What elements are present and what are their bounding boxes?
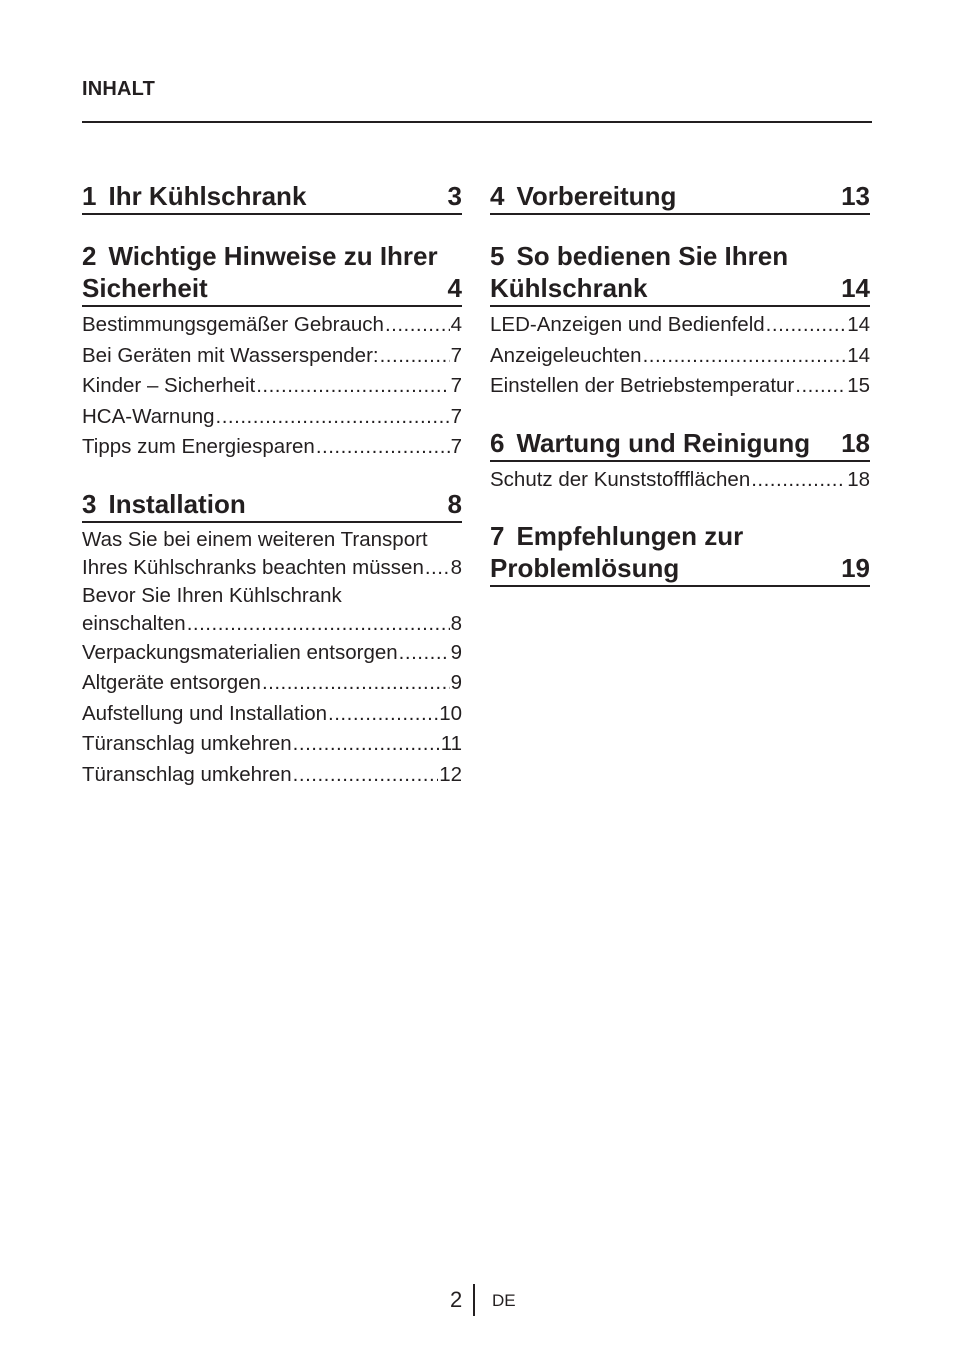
toc-entry-wrapper	[82, 310, 462, 341]
section-heading-text	[82, 488, 246, 520]
entry-page-number: 9	[450, 671, 462, 694]
section-heading-text	[490, 427, 810, 459]
section-heading-line	[490, 520, 870, 552]
entry-text-line: Bevor Sie Ihren Kühlschrank	[82, 583, 342, 607]
section-heading-line	[82, 488, 462, 520]
toc-entry[interactable]	[82, 526, 462, 582]
toc-entry[interactable]	[82, 432, 462, 463]
dot-leader	[262, 668, 450, 699]
dot-leader	[795, 371, 846, 402]
toc-entry-wrapper	[82, 668, 462, 699]
section-heading-line	[490, 552, 870, 584]
section-heading-text	[82, 240, 438, 272]
dot-leader	[293, 760, 439, 791]
toc-section	[82, 488, 462, 791]
toc-entry[interactable]	[82, 341, 462, 372]
section-title: Sicherheit	[82, 273, 208, 303]
section-heading-text	[490, 240, 788, 272]
dot-leader	[293, 729, 440, 760]
section-page-number: 3	[447, 181, 462, 211]
toc-entry-wrapper	[82, 638, 462, 669]
section-number: 3	[82, 488, 97, 519]
page-title: INHALT	[82, 78, 156, 100]
section-title: Kühlschrank	[490, 273, 648, 303]
toc-entry-wrapper	[82, 402, 462, 433]
entry-page-number: 4	[450, 313, 462, 336]
section-title: So bedienen Sie Ihren	[516, 241, 789, 271]
toc-entry-wrapper	[82, 699, 462, 730]
entry-text: LED-Anzeigen und Bedienfeld	[490, 313, 765, 336]
toc-section	[490, 240, 870, 402]
dot-leader	[216, 402, 450, 433]
toc-entry[interactable]	[82, 699, 462, 730]
entry-list	[490, 310, 870, 402]
dot-leader	[256, 371, 449, 402]
toc-entry-wrapper	[82, 371, 462, 402]
toc-column-right	[490, 180, 870, 612]
entry-list	[82, 526, 462, 791]
toc-entry-wrapper	[490, 341, 870, 372]
dot-leader	[187, 610, 450, 638]
section-heading-line	[82, 180, 462, 212]
section-heading-line	[490, 240, 870, 272]
section-title: Ihr Kühlschrank	[108, 181, 307, 211]
entry-text: Türanschlag umkehren	[82, 732, 292, 755]
section-title: Installation	[108, 488, 246, 519]
section-title: Wichtige Hinweise zu Ihrer	[108, 241, 438, 271]
section-heading[interactable]	[82, 180, 462, 215]
section-page-number: 13	[841, 181, 870, 211]
section-heading-line	[82, 240, 462, 272]
entry-text: Bestimmungsgemäßer Gebrauch	[82, 313, 384, 336]
page-number: 2	[450, 1287, 463, 1312]
entry-page-number: 14	[847, 313, 870, 336]
dot-leader	[399, 638, 450, 669]
section-page-number: 14	[841, 273, 870, 303]
toc-entry[interactable]	[82, 638, 462, 669]
entry-page-number: 7	[450, 435, 462, 458]
entry-text: Tipps zum Energiesparen	[82, 435, 315, 458]
section-number: 7	[490, 521, 505, 551]
section-heading-text	[82, 180, 306, 212]
entry-text: Türanschlag umkehren	[82, 762, 292, 786]
toc-entry-last-line	[82, 610, 462, 638]
entry-page-number: 8	[450, 611, 462, 635]
entry-text: Schutz der Kunststoffflächen	[490, 467, 751, 491]
toc-entry[interactable]	[82, 760, 462, 791]
dot-leader	[385, 310, 450, 341]
section-number: 5	[490, 241, 505, 271]
section-number: 4	[490, 181, 505, 211]
entry-page-number: 11	[440, 732, 462, 755]
section-heading-line	[490, 427, 870, 459]
dot-leader	[380, 341, 450, 372]
language-code: DE	[492, 1291, 516, 1310]
section-number: 2	[82, 241, 97, 271]
toc-entry-wrapper	[490, 465, 870, 496]
section-heading-line	[490, 180, 870, 212]
entry-text: Ihres Kühlschranks beachten müssen	[82, 555, 424, 579]
toc-section	[490, 427, 870, 496]
section-heading-line	[82, 272, 462, 304]
toc-entry[interactable]	[82, 729, 462, 760]
entry-page-number: 7	[450, 374, 462, 397]
toc-entry-wrapper	[82, 432, 462, 463]
entry-text: Verpackungsmaterialien entsorgen	[82, 640, 398, 664]
section-heading-text	[490, 552, 679, 584]
section-heading[interactable]	[490, 180, 870, 215]
dot-leader	[328, 699, 438, 730]
section-heading[interactable]	[82, 240, 462, 307]
toc-entry-last-line	[82, 554, 462, 582]
section-heading-text	[490, 520, 743, 552]
section-page-number: 19	[841, 553, 870, 583]
entry-list	[82, 310, 462, 463]
section-page-number: 18	[841, 427, 870, 458]
section-heading-line	[490, 272, 870, 304]
toc-section	[82, 180, 462, 215]
section-number: 6	[490, 427, 505, 458]
section-page-number: 4	[447, 273, 462, 303]
toc-entry[interactable]	[82, 310, 462, 341]
toc-entry[interactable]	[82, 402, 462, 433]
toc-section	[82, 240, 462, 463]
section-heading[interactable]	[490, 240, 870, 307]
section-title: Vorbereitung	[516, 181, 677, 211]
section-heading[interactable]	[82, 488, 462, 523]
entry-text: Aufstellung und Installation	[82, 701, 328, 725]
entry-page-number: 14	[847, 343, 870, 367]
entry-text: Einstellen der Betriebstemperatur	[490, 374, 795, 397]
toc-entry-wrapper	[490, 310, 870, 341]
toc-entry[interactable]	[82, 371, 462, 402]
entry-page-number: 9	[450, 640, 462, 664]
section-page-number: 8	[447, 488, 462, 519]
toc-entry[interactable]	[490, 310, 870, 341]
toc-entry-wrapper	[490, 371, 870, 402]
section-title: Problemlösung	[490, 553, 680, 583]
entry-list	[490, 465, 870, 496]
dot-leader	[643, 341, 847, 372]
toc-section	[490, 180, 870, 215]
dot-leader	[425, 554, 450, 582]
toc-column-left	[82, 180, 462, 815]
entry-text-line: Was Sie bei einem weiteren Transport	[82, 527, 428, 551]
section-heading-text	[82, 272, 208, 304]
section-heading-text	[490, 272, 648, 304]
section-title: Empfehlungen zur	[516, 521, 744, 551]
entry-text: HCA-Warnung	[82, 404, 215, 428]
entry-page-number: 12	[439, 762, 462, 786]
entry-text: Bei Geräten mit Wasserspender:	[82, 343, 379, 367]
entry-page-number: 8	[450, 555, 462, 579]
toc-entry[interactable]	[490, 465, 870, 496]
toc-entry-wrapper	[82, 729, 462, 760]
entry-page-number: 10	[439, 701, 462, 725]
section-title: Wartung und Reinigung	[516, 427, 811, 458]
toc-entry[interactable]	[490, 341, 870, 372]
section-number: 1	[82, 181, 97, 211]
toc-entry[interactable]	[82, 668, 462, 699]
entry-page-number: 15	[847, 374, 870, 397]
toc-entry[interactable]	[490, 371, 870, 402]
toc-entry-wrapper	[82, 760, 462, 791]
toc-entry[interactable]	[82, 582, 462, 638]
entry-page-number: 7	[450, 404, 462, 428]
header-divider	[82, 121, 872, 123]
entry-text: einschalten	[82, 611, 186, 635]
dot-leader	[316, 432, 450, 463]
footer-divider	[473, 1284, 475, 1316]
section-heading-text	[490, 180, 676, 212]
section-heading[interactable]	[490, 427, 870, 462]
toc-section	[490, 520, 870, 587]
dot-leader	[751, 465, 846, 496]
entry-page-number: 18	[847, 467, 870, 491]
entry-text: Anzeigeleuchten	[490, 343, 642, 367]
entry-text: Altgeräte entsorgen	[82, 671, 261, 694]
entry-page-number: 7	[450, 343, 462, 367]
dot-leader	[766, 310, 847, 341]
toc-entry-wrapper	[82, 341, 462, 372]
entry-text: Kinder – Sicherheit	[82, 374, 256, 397]
section-heading[interactable]	[490, 520, 870, 587]
